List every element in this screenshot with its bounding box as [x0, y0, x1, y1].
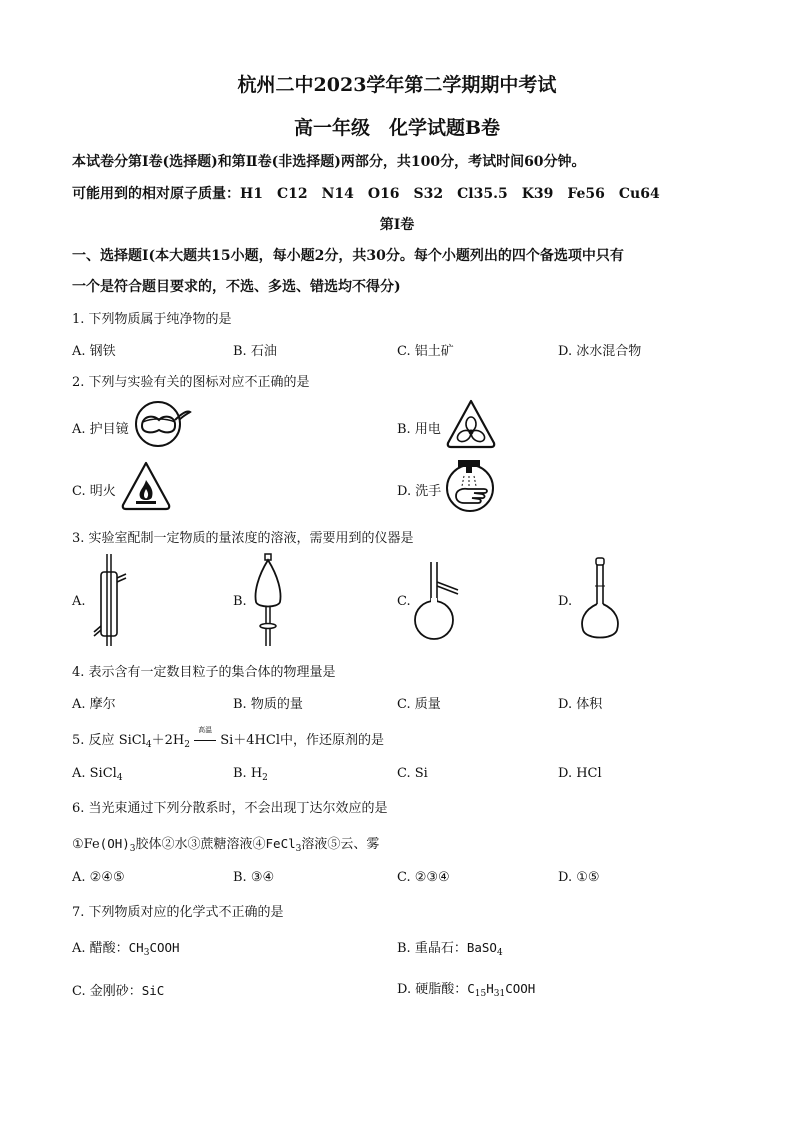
q6-option-c[interactable]: C. ②③④	[397, 870, 450, 885]
exam-title: 杭州二中2023学年第二学期期中考试	[237, 74, 557, 96]
q7-stem: 7. 下列物质对应的化学式不正确的是	[72, 905, 284, 920]
exam-subtitle: 高一年级 化学试题B卷	[293, 117, 501, 139]
q5-stem-prefix: 5. 反应	[72, 733, 115, 748]
q7-option-d-label: D. 硬脂酸：	[397, 982, 468, 997]
q6-stem: 6. 当光束通过下列分散系时，不会出现丁达尔效应的是	[72, 801, 388, 816]
q6-item1-prefix: ①Fe	[72, 837, 100, 852]
q6-item4-sub: 3	[295, 844, 302, 854]
q5-option-a-text: A. SiCl	[72, 766, 117, 781]
q7-option-a[interactable]	[72, 937, 180, 958]
q6-items-tail: 溶液⑤云、雾	[301, 837, 380, 852]
fan-warning-icon	[445, 398, 497, 450]
q6-option-a[interactable]: A. ②④⑤	[72, 870, 125, 885]
q1-option-b[interactable]: B. 石油	[233, 344, 277, 359]
q7-option-d[interactable]	[397, 978, 535, 999]
q3-option-c[interactable]: C.	[397, 594, 411, 609]
q6-option-d[interactable]: D. ①⑤	[558, 870, 600, 885]
q1-option-c[interactable]: C. 铝土矿	[397, 344, 454, 359]
q5-reactant-sicl4	[119, 733, 152, 748]
q7-option-c-label: C. 金刚砂：	[72, 984, 142, 999]
q2-option-c[interactable]: C. 明火	[72, 484, 116, 499]
q6-list	[72, 833, 379, 854]
q1-option-a[interactable]: A. 钢铁	[72, 344, 116, 359]
q7-option-d-sub2: 31	[493, 989, 506, 999]
q5-reactant1-sub: 4	[145, 740, 152, 750]
section-title: 第Ⅰ卷	[379, 217, 415, 233]
part-heading-line2: 一个是符合题目要求的，不选、多选、错选均不得分)	[72, 279, 401, 295]
q6-option-b[interactable]: B. ③④	[233, 870, 275, 885]
q7-option-b[interactable]	[397, 937, 503, 958]
q3-stem: 3. 实验室配制一定物质的量浓度的溶液，需要用到的仪器是	[72, 531, 414, 546]
q7-option-a-formula1: CH	[128, 940, 144, 955]
atomic-masses: 可能用到的相对原子质量：H1 C12 N14 O16 S32 Cl35.5 K39 Fe56 Cu64	[72, 186, 660, 202]
q7-option-a-formula2: COOH	[149, 940, 180, 955]
q7-option-d-formula1: C	[467, 981, 475, 996]
q5-option-c[interactable]: C. Si	[397, 766, 428, 781]
q5-stem	[72, 726, 385, 750]
q3-option-d[interactable]: D.	[558, 594, 573, 609]
q4-option-a[interactable]: A. 摩尔	[72, 697, 116, 712]
part-heading-line1: 一、选择题Ⅰ(本大题共15小题，每小题2分，共30分。每个小题列出的四个备选项中只有	[72, 248, 624, 264]
volumetric-flask-icon	[578, 556, 622, 644]
q7-option-d-formula3: COOH	[505, 981, 536, 996]
q5-option-a-sub: 4	[116, 773, 123, 783]
q5-reaction-arrow	[194, 726, 216, 748]
fire-warning-icon	[120, 460, 172, 512]
q5-plus-h2: ＋2H	[151, 733, 185, 748]
hand-wash-icon	[444, 458, 496, 514]
q7-option-b-label: B. 重晶石：	[397, 941, 467, 956]
q5-option-b-text: B. H	[233, 766, 263, 781]
q2-option-d[interactable]: D. 洗手	[397, 484, 442, 499]
q6-item4-formula: FeCl	[265, 836, 296, 851]
q7-option-b-sub: 4	[496, 948, 503, 958]
q5-product: Si＋4HCl	[220, 733, 280, 748]
q6-item1-formula: (OH)	[99, 836, 130, 851]
q5-option-d[interactable]: D. HCl	[558, 766, 602, 781]
goggles-icon	[133, 400, 191, 448]
q7-option-c-formula: SiC	[141, 983, 165, 998]
q5-h2-sub: 2	[184, 740, 190, 750]
q6-item1-sub: 3	[129, 844, 136, 854]
q3-option-a[interactable]: A.	[72, 594, 86, 609]
q7-option-a-label: A. 醋酸：	[72, 941, 129, 956]
q7-option-b-formula: BaSO	[466, 940, 497, 955]
q5-reactant1-text: SiCl	[118, 733, 146, 748]
q2-stem: 2. 下列与实验有关的图标对应不正确的是	[72, 375, 310, 390]
q5-option-a[interactable]	[72, 766, 123, 783]
q4-option-b[interactable]: B. 物质的量	[233, 697, 303, 712]
distillation-flask-icon	[412, 560, 462, 642]
q5-stem-suffix: 中，作还原剂的是	[280, 733, 385, 748]
q7-option-a-sub: 3	[143, 948, 150, 958]
q7-option-c[interactable]	[72, 980, 164, 999]
condenser-icon	[90, 552, 130, 648]
q2-option-b[interactable]: B. 用电	[397, 422, 441, 437]
q2-option-a[interactable]: A. 护目镜	[72, 422, 129, 437]
q4-option-c[interactable]: C. 质量	[397, 697, 441, 712]
q4-stem: 4. 表示含有一定数目粒子的集合体的物理量是	[72, 665, 336, 680]
q5-option-b-sub: 2	[262, 773, 268, 783]
exam-intro: 本试卷分第Ⅰ卷(选择题)和第Ⅱ卷(非选择题)两部分，共100分，考试时间60分钟。	[72, 154, 586, 170]
q6-items-middle: 胶体②水③蔗糖溶液④	[135, 837, 266, 852]
q1-stem: 1. 下列物质属于纯净物的是	[72, 312, 232, 327]
q7-option-d-sub1: 15	[474, 989, 487, 999]
q5-condition: 高温	[198, 726, 213, 734]
q3-option-b[interactable]: B.	[233, 594, 247, 609]
q5-option-b[interactable]	[233, 766, 268, 783]
q1-option-d[interactable]: D. 冰水混合物	[558, 344, 642, 359]
separatory-funnel-icon	[248, 552, 288, 648]
q7-option-d-formula2: H	[486, 981, 494, 996]
q4-option-d[interactable]: D. 体积	[558, 697, 603, 712]
